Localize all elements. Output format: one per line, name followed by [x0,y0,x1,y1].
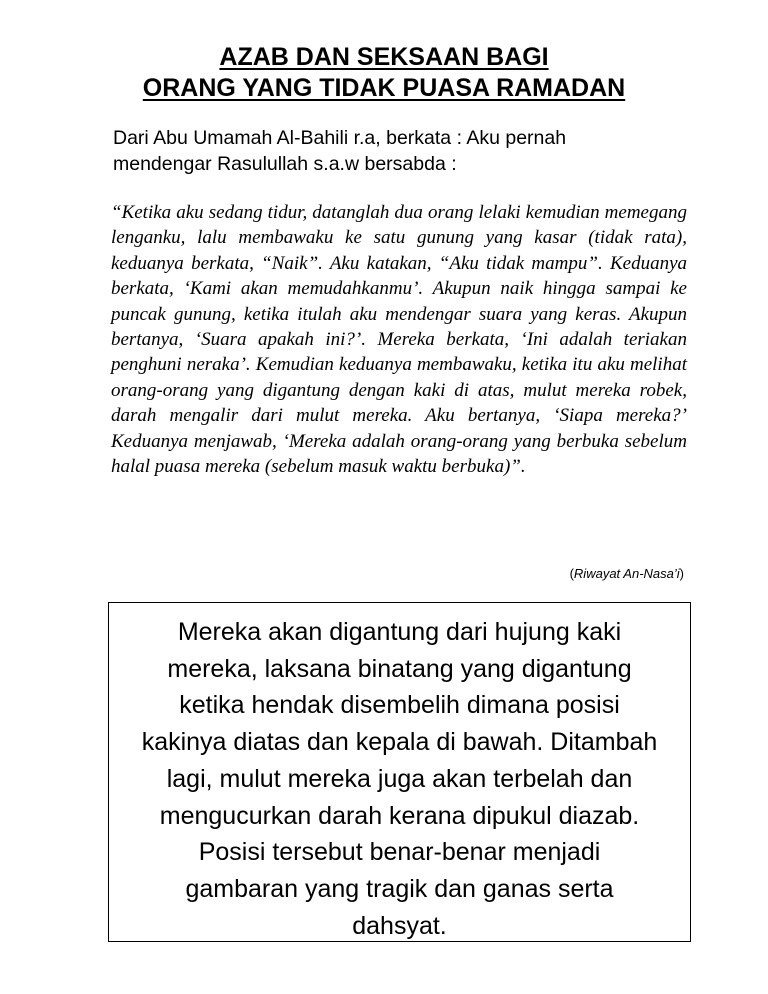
explanation-line: kakinya diatas dan kepala di bawah. Ditambah [141,728,658,757]
explanation-line: Posisi tersebut benar-benar menjadi [198,838,601,867]
source-close-paren: ) [679,566,684,581]
source-name: Riwayat An-Nasa’i [573,566,680,581]
intro-line-1: Dari Abu Umamah Al-Bahili r.a, berkata : Aku pernah [113,127,567,149]
title-line-1: AZAB DAN SEKSAAN BAGI [219,43,549,71]
explanation-box [108,602,691,942]
explanation-line: mereka, laksana binatang yang digantung [167,654,632,683]
explanation-line: Mereka akan digantung dari hujung kaki [177,618,622,646]
explanation-line: mengucurkan darah kerana dipukul diazab. [159,801,640,830]
explanation-line: gambaran yang tragik dan ganas serta [185,874,614,903]
explanation-line: lagi, mulut mereka juga akan terbelah dan [166,764,633,793]
hadith-source [420,566,684,582]
explanation-line: dahsyat. [352,911,447,940]
source-open-paren: ( [569,566,574,581]
page-title [0,42,768,104]
title-line-2: ORANG YANG TIDAK PUASA RAMADAN [142,74,626,102]
explanation-text [109,614,690,944]
hadith-quote: “Ketika aku sedang tidur, datanglah dua orang lelaki kemudian memegang lenganku, lalu membawaku ke satu gunung yang kasar (tidak rata), keduanya berkata, “Naik”. Aku katakan, “Aku tidak mampu”. Keduanya berkata, ‘Kami akan memudahkanmu’. Akupun naik hingga sampai ke puncak gunung, ketika itulah aku mendengar suara yang keras. Akupun bertanya, ‘Suara apakah ini?’. Mereka berkata, ‘Ini adalah teriakan penghuni neraka’. Kemudian keduanya membawaku, ketika itu aku melihat orang-orang yang digantung dengan kaki di atas, mulut mereka robek, darah mengalir dari mulut mereka. Aku bertanya, ‘Siapa mereka?’ Keduanya menjawab, ‘Mereka adalah orang-orang yang berbuka sebelum halal puasa mereka (sebelum masuk waktu berbuka)”. [111,202,687,478]
explanation-line: ketika hendak disembelih dimana posisi [179,691,620,720]
intro-paragraph [113,125,693,177]
intro-line-2: mendengar Rasulullah s.a.w bersabda : [113,153,457,175]
